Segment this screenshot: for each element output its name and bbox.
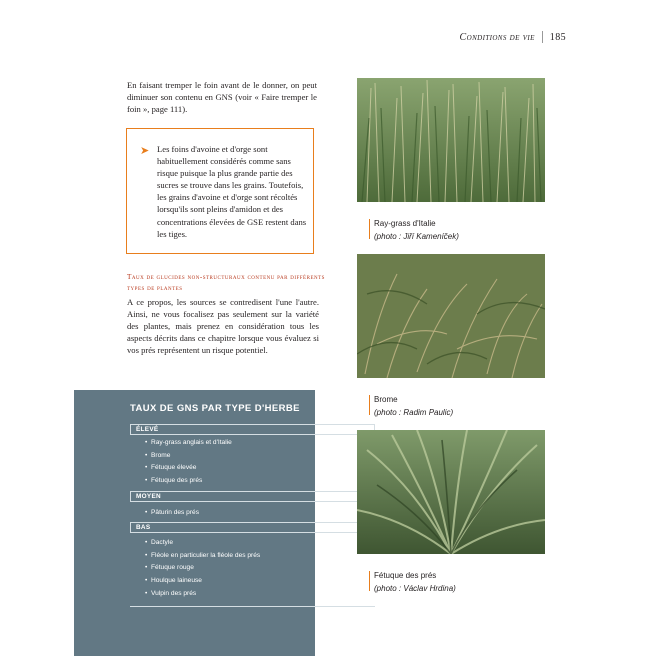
panel-bottom-rule [130, 606, 375, 607]
group-list-low [130, 537, 260, 601]
list-item: • Dactyle [130, 537, 260, 550]
intro-paragraph: En faisant tremper le foin avant de le donner, on peut diminuer son contenu en GNS (voir « Faire tremper le foin », page 111). [127, 80, 317, 115]
list-item: • Fétuque élevée [130, 462, 232, 475]
section-heading: Taux de glucides non-structuraux contenu par différents types de plantes [127, 273, 325, 292]
group-list-high [130, 437, 232, 488]
header-divider [542, 31, 543, 43]
running-header [460, 31, 566, 43]
list-item: • Fétuque des prés [130, 475, 232, 488]
callout-box [126, 128, 314, 254]
photo-brome [357, 254, 545, 378]
section-paragraph: A ce propos, les sources se contredisent l'une l'autre. Ainsi, ne vous focalisez pas seulement sur la variété des plantes, mais prenez en considération tous les aspects décrits dans ce chapitre lorsque vous évaluez si vos prés représentent un risque potentiel. [127, 297, 319, 356]
panel-title: TAUX DE GNS PAR TYPE D'HERBE [130, 403, 300, 414]
orange-arrow-icon: ➤ [140, 144, 150, 157]
caption-accent-bar [369, 219, 370, 239]
list-item: • Fétuque rouge [130, 562, 260, 575]
group-list-medium [130, 507, 199, 520]
list-item: • Vulpin des prés [130, 588, 260, 601]
photo-ray-grass [357, 78, 545, 202]
caption-credit: (photo : Jiří Kameníček) [374, 231, 459, 241]
photo-caption [374, 218, 459, 243]
page-number: 185 [549, 31, 566, 43]
list-item: • Fléole en particulier la fléole des prés [130, 550, 260, 563]
callout-text: Les foins d'avoine et d'orge sont habituellement considérés comme sans risque puisque la plus grande partie des sucres se trouve dans les grains. Toutefois, les grains d'avoine et d'orge sont récoltés lorsqu'ils sont pleins d'amidon et des concentrations élevées de GSE restent dans les tiges. [157, 144, 307, 239]
caption-accent-bar [369, 395, 370, 415]
caption-title: Ray-grass d'Italie [374, 219, 436, 228]
photo-fetuque [357, 430, 545, 554]
list-item: • Ray-grass anglais et d'Italie [130, 437, 232, 450]
list-item: • Brome [130, 450, 232, 463]
photo-caption [374, 394, 453, 419]
group-header-medium: MOYEN [130, 491, 375, 502]
list-item: • Pâturin des prés [130, 507, 199, 520]
group-header-high: ÉLEVÉ [130, 424, 375, 435]
caption-credit: (photo : Václav Hrdina) [374, 583, 456, 593]
list-item: • Houlque laineuse [130, 575, 260, 588]
chapter-title: Conditions de vie [459, 31, 535, 43]
photo-caption [374, 570, 456, 595]
caption-title: Brome [374, 395, 398, 404]
caption-credit: (photo : Radim Paulic) [374, 407, 454, 417]
caption-title: Fétuque des prés [374, 571, 437, 580]
caption-accent-bar [369, 571, 370, 591]
gns-sidebar-panel [74, 390, 315, 656]
group-header-low: BAS [130, 522, 375, 533]
